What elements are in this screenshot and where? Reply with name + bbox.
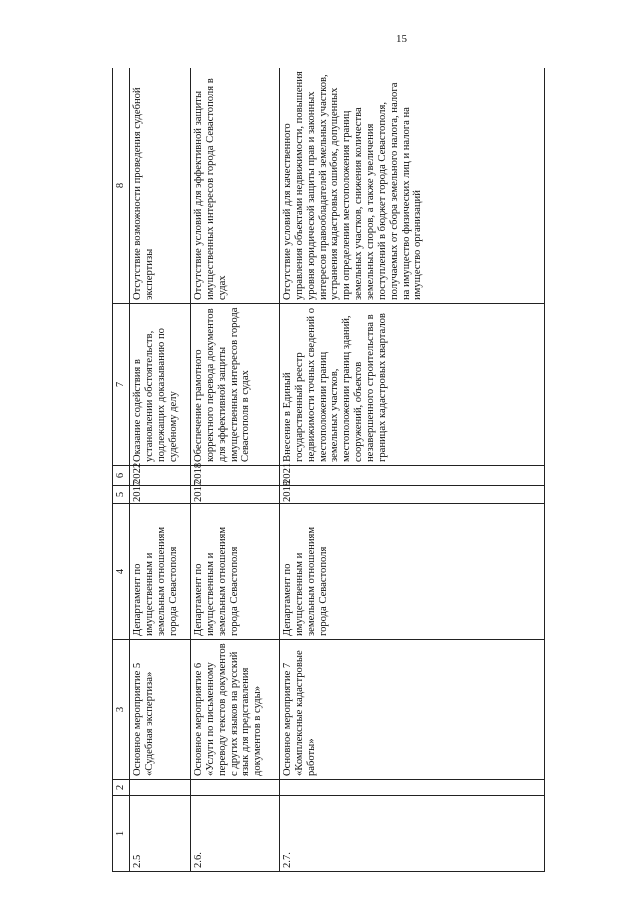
- consequence-cell: Отсутствие условий для качественного управления объектами недвижимости, повышения уровня юридической защиты прав и законных интересов правообладателей земельных участков, устранения кадастровых ошибок, допущенных при определении местоположения границ земельных участков, снижения количества земельных споров, а также увеличения поступлений в бюджет города Севастополя, получаемых от сбора земельного налога, налога на имущество физических лиц и налога на имущество организаций: [280, 68, 545, 304]
- measure-cell: Основное мероприятие 5 «Судебная экспертиза»: [130, 640, 191, 780]
- executor-cell: Департамент по имущественным и земельным отношениям города Севастополя: [130, 504, 191, 640]
- page-number: 15: [396, 33, 407, 45]
- col2-cell: [280, 780, 545, 796]
- measure-cell: Основное мероприятие 7 «Комплексные кадастровые работы»: [280, 640, 545, 780]
- program-measures-table: [112, 68, 545, 872]
- header-cell: 7: [113, 304, 130, 466]
- end-year-cell: 2022: [130, 466, 191, 486]
- executor-cell: Департамент по имущественным и земельным отношениям города Севастополя: [280, 504, 545, 640]
- start-year-cell: 2018: [280, 486, 545, 504]
- header-row: [113, 68, 130, 872]
- row-number: 2.7.: [280, 796, 545, 872]
- consequence-cell: Отсутствие условий для эффективной защиты имущественных интересов города Севастополя в судах: [191, 68, 280, 304]
- col2-cell: [191, 780, 280, 796]
- rotated-table: [112, 68, 582, 872]
- result-cell: Оказание содействия в установлении обстоятельств, подлежащих доказыванию по судебному делу: [130, 304, 191, 466]
- header-cell: 8: [113, 68, 130, 304]
- end-year-cell: 2018: [191, 466, 280, 486]
- table-container: [112, 68, 582, 872]
- table-row: [191, 68, 280, 872]
- header-cell: 2: [113, 780, 130, 796]
- start-year-cell: 2017: [191, 486, 280, 504]
- measure-cell: Основное мероприятие 6 «Услуги по письменному переводу текстов документов с других языков на русский язык для представления документов в суды»: [191, 640, 280, 780]
- row-number: 2.5: [130, 796, 191, 872]
- result-cell: Обеспечение грамотного корректного перевода документов для эффективной защиты имущественных интересов города Севастополя в судах: [191, 304, 280, 466]
- table-row: [130, 68, 191, 872]
- header-cell: 4: [113, 504, 130, 640]
- row-number: 2.6.: [191, 796, 280, 872]
- table-row: [280, 68, 545, 872]
- header-cell: 5: [113, 486, 130, 504]
- result-cell: Внесение в Единый государственный реестр недвижимости точных сведений о местоположении границ земельных участков, местоположении границ зданий, сооружений, объектов незавершенного строительства в границах кадастровых кварталов: [280, 304, 545, 466]
- header-cell: 3: [113, 640, 130, 780]
- start-year-cell: 2017: [130, 486, 191, 504]
- end-year-cell: 2021: [280, 466, 545, 486]
- consequence-cell: Отсутствие возможности проведения судебной экспертизы: [130, 68, 191, 304]
- col2-cell: [130, 780, 191, 796]
- header-cell: 6: [113, 466, 130, 486]
- executor-cell: Департамент по имущественным и земельным отношениям города Севастополя: [191, 504, 280, 640]
- header-cell: 1: [113, 796, 130, 872]
